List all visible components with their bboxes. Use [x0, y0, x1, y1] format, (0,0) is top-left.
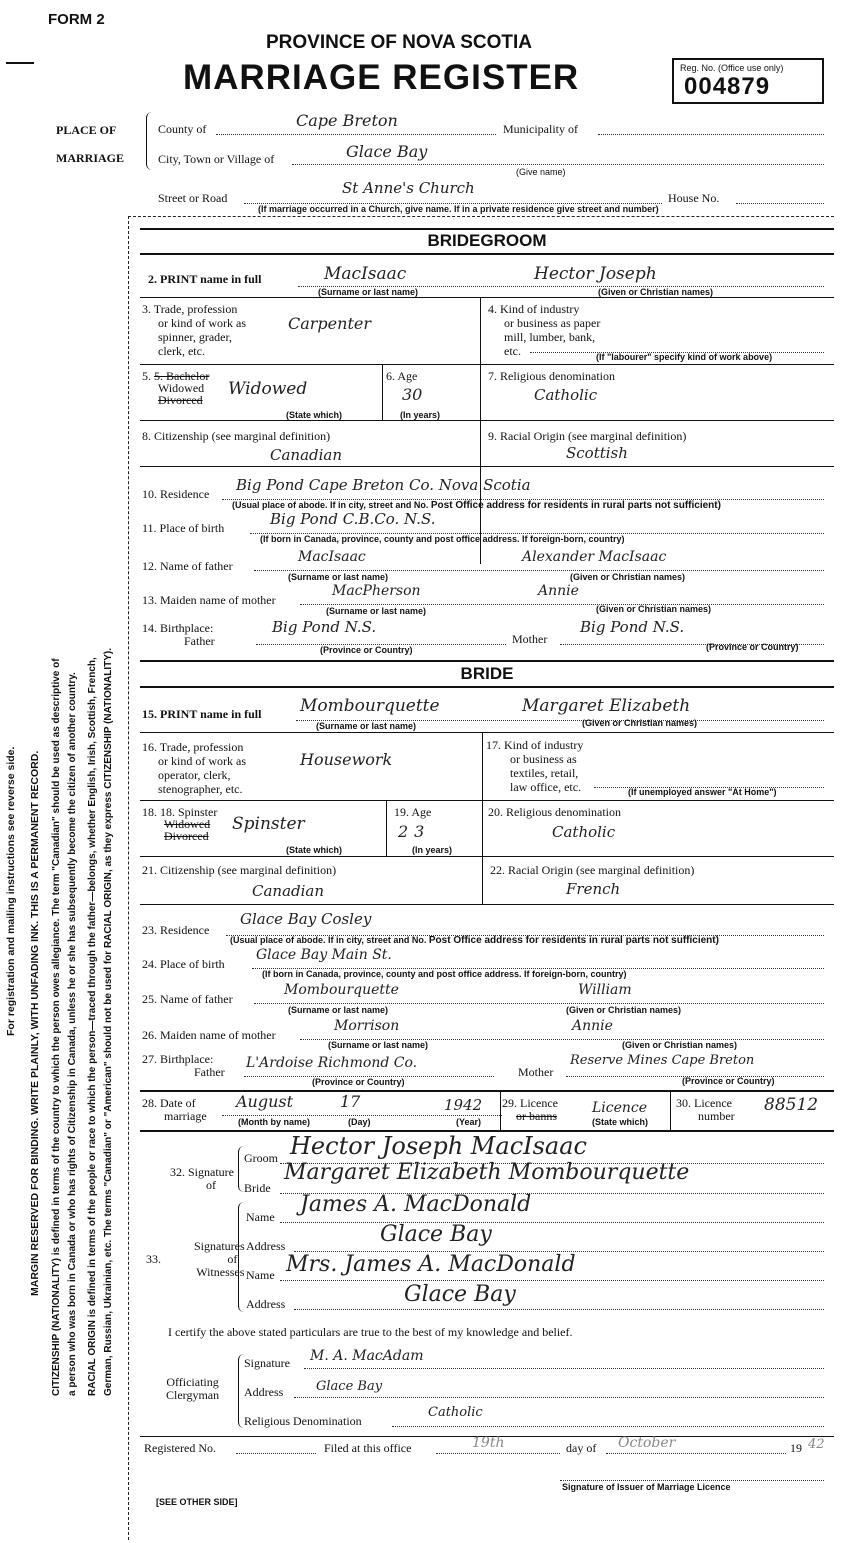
groom-given-caption: (Given or Christian names) — [598, 287, 714, 297]
date-label: 28. Date of marriage — [142, 1096, 207, 1123]
place-of-label: PLACE OF — [56, 123, 117, 137]
groom-mother-given: Annie — [538, 583, 579, 599]
bride-citizenship: Canadian — [252, 882, 325, 900]
surname-caption: (Surname or last name) — [326, 606, 427, 616]
w2-name-label: Name — [246, 1268, 275, 1282]
col-divider — [480, 297, 481, 564]
row-rule — [140, 297, 834, 298]
witness2-address: Glace Bay — [404, 1282, 516, 1307]
bride-father-birthplace: L'Ardoise Richmond Co. — [246, 1055, 418, 1071]
see-other-side: [SEE OTHER SIDE] — [156, 1497, 238, 1507]
bride-status-label: 18. 18. Spinster Widowed Divorced — [142, 805, 218, 843]
bride-residence: Glace Bay Cosley — [240, 910, 372, 928]
clergy-address-label: Address — [244, 1385, 284, 1399]
w2-name-line — [280, 1280, 824, 1281]
bride-given-caption: (Given or Christian names) — [582, 718, 698, 728]
street-note: (If marriage occurred in a Church, give name. If in a private residence give street and number) — [258, 204, 659, 214]
signature-label: 32. Signature of — [170, 1165, 234, 1192]
year-caption: (Year) — [456, 1117, 482, 1127]
clergy-signature: M. A. MacAdam — [310, 1348, 424, 1364]
groom-years-caption: (In years) — [400, 410, 441, 420]
groom-origin: Scottish — [566, 444, 628, 462]
groom-name-label: 2. PRINT name in full — [148, 272, 262, 286]
groom-mother-birthplace: Big Pond N.S. — [580, 618, 685, 636]
groom-religion: Catholic — [534, 386, 598, 404]
bride-mother-surname: Morrison — [334, 1018, 400, 1034]
w1-address-label: Address — [246, 1239, 286, 1253]
municipality-label: Municipality of — [503, 122, 578, 136]
residence-caption-a: (Usual place of abode. If in city, street and No. Post Office address for residents in rural parts not sufficient) — [232, 500, 721, 511]
bride-father-given: William — [578, 982, 632, 998]
province-heading: PROVINCE OF NOVA SCOTIA — [266, 32, 533, 53]
filed-year: 42 — [808, 1437, 825, 1452]
margin-instructions: For registration and mailing instructions see reverse side. — [5, 746, 17, 1036]
row-rule — [140, 904, 834, 905]
clergy-religion-label: Religious Denomination — [244, 1414, 362, 1428]
groom-residence-label: 10. Residence — [142, 487, 210, 501]
row-rule — [140, 364, 834, 365]
issuer-line — [560, 1480, 824, 1481]
surname-caption: (Surname or last name) — [288, 572, 389, 582]
reg-number-box — [672, 58, 824, 104]
witness2-name: Mrs. James A. MacDonald — [286, 1252, 576, 1277]
clergy-address-line — [294, 1397, 824, 1398]
groom-mother-surname: MacPherson — [332, 583, 421, 599]
groom-father-surname: MacIsaac — [298, 549, 366, 565]
given-caption: (Given or Christian names) — [622, 1040, 738, 1050]
w1-name-line — [280, 1222, 824, 1223]
prov-caption: (Province or Country) — [320, 645, 413, 655]
bride-top-rule — [140, 660, 834, 662]
groom-residence: Big Pond Cape Breton Co. Nova Scotia — [236, 476, 531, 494]
bride-surname: Mombourquette — [300, 696, 440, 716]
binding-line — [128, 216, 129, 1540]
licence-number-label: 30. Licence number — [676, 1096, 735, 1123]
groom-father-line — [254, 570, 824, 571]
clergy-sig-label: Signature — [244, 1356, 290, 1370]
margin-mark — [6, 62, 34, 64]
w1-name-label: Name — [246, 1210, 275, 1224]
street-label: Street or Road — [158, 191, 228, 205]
certify-statement: I certify the above stated particulars are true to the best of my knowledge and belief. — [168, 1325, 573, 1339]
groom-status: Widowed — [228, 379, 308, 399]
licence-type-label: 29. Licence or banns — [502, 1096, 558, 1123]
row-rule — [140, 466, 834, 467]
marriage-year: 1942 — [444, 1096, 483, 1114]
county-line — [216, 134, 496, 135]
witness1-address: Glace Bay — [380, 1222, 492, 1247]
clergy-sig-line — [304, 1368, 824, 1369]
margin-racial-2: German, Russian, Ukrainian, etc. The terms "Canadian" or "American" should not be used for RACIAL ORIGIN, as they express CITIZENSHIP (NATIONALITY). — [103, 647, 114, 1396]
date-line — [222, 1115, 502, 1116]
row-rule — [140, 800, 834, 801]
bride-name-label: 15. PRINT name in full — [142, 707, 262, 721]
clergy-address: Glace Bay — [316, 1379, 383, 1394]
bride-origin: French — [566, 880, 621, 898]
bride-mother-birthplace: Reserve Mines Cape Breton — [570, 1053, 755, 1068]
bride-status: Spinster — [232, 814, 305, 834]
groom-age-label: 6. Age — [386, 369, 418, 383]
groom-trade: Carpenter — [288, 314, 371, 333]
mother-label: Mother — [512, 632, 548, 646]
groom-father-given: Alexander MacIsaac — [522, 549, 667, 565]
city-label: City, Town or Village of — [158, 152, 275, 166]
groom-citizenship: Canadian — [270, 446, 343, 464]
licence-divider — [670, 1090, 671, 1130]
groom-heading-rule — [140, 253, 834, 255]
issuer-caption: Signature of Issuer of Marriage Licence — [562, 1482, 731, 1492]
groom-status-label: 5. 5. Bachelor Widowed Divorced — [142, 369, 210, 407]
witness-brace — [238, 1202, 246, 1312]
groom-heading: BRIDEGROOM — [427, 231, 547, 250]
day-of-label: day of — [566, 1441, 597, 1455]
street-value: St Anne's Church — [342, 179, 475, 197]
groom-top-rule — [140, 228, 834, 230]
page-title: MARRIAGE REGISTER — [183, 58, 580, 97]
prov-caption: (Province or Country) — [706, 642, 799, 652]
bride-father-line — [254, 1003, 824, 1004]
state-caption: (State which) — [592, 1117, 649, 1127]
prov-caption: (Province or Country) — [312, 1077, 405, 1087]
bride-origin-label: 22. Racial Origin (see marginal definition) — [490, 863, 695, 877]
city-value: Glace Bay — [346, 142, 428, 161]
form-label: FORM 2 — [48, 11, 105, 28]
bride-father-label: 25. Name of father — [142, 992, 233, 1006]
groom-father-birthplace: Big Pond N.S. — [272, 618, 377, 636]
groom-father-label: 12. Name of father — [142, 559, 233, 573]
margin-citizenship-1: CITIZENSHIP (NATIONALITY) is defined in terms of the country to which the person owes allegiance. The term "Canadian" should be used as descriptive of — [51, 658, 62, 1396]
surname-caption: (Surname or last name) — [288, 1005, 389, 1015]
groom-signature: Hector Joseph MacIsaac — [290, 1132, 587, 1160]
bride-sig-label: Bride — [244, 1181, 271, 1195]
county-label: County of — [158, 122, 207, 136]
month-caption: (Month by name) — [238, 1117, 310, 1127]
groom-given: Hector Joseph — [534, 264, 657, 284]
place-brace — [146, 112, 154, 170]
bride-citizenship-label: 21. Citizenship (see marginal definition) — [142, 863, 337, 877]
groom-surname-caption: (Surname or last name) — [318, 287, 419, 297]
residence-caption-b: (Usual place of abode. If in city, street and No. Post Office address for residents in rural parts not sufficient) — [230, 935, 719, 946]
day-of-line — [606, 1453, 786, 1454]
groom-trade-label: 3. Trade, profession or kind of work as spinner, grader, clerk, etc. — [142, 302, 246, 358]
groom-religion-label: 7. Religious denomination — [488, 369, 615, 383]
bride-religion: Catholic — [552, 823, 616, 841]
filed-label: Filed at this office — [324, 1441, 412, 1455]
margin-binding: MARGIN RESERVED FOR BINDING. WRITE PLAINLY, WITH UNFADING INK. THIS IS A PERMANENT RECORD. — [29, 750, 41, 1296]
margin-citizenship-2: a person who was born in Canada or who has rights of Citizenship in Canada, unless he or she has subsequently become the citizen of another country. — [67, 672, 78, 1396]
bride-signature: Margaret Elizabeth Mombourquette — [284, 1160, 690, 1185]
bride-heading-rule — [140, 686, 834, 688]
given-caption: (Given or Christian names) — [596, 604, 712, 614]
marriage-month: August — [236, 1092, 294, 1111]
bride-religion-label: 20. Religious denomination — [488, 805, 621, 819]
reg-label: Reg. No. (Office use only) — [680, 63, 784, 73]
bride-state-caption: (State which) — [286, 845, 343, 855]
filed-day: 19th — [472, 1435, 505, 1451]
witness-label: Signatures of Witnesses — [194, 1239, 245, 1279]
given-caption: (Given or Christian names) — [570, 572, 686, 582]
house-line — [736, 203, 824, 204]
licence-number: 88512 — [764, 1095, 819, 1115]
bride-mother-label: 26. Maiden name of mother — [142, 1028, 276, 1042]
groom-birth-label: 11. Place of birth — [142, 521, 225, 535]
groom-mother-line — [300, 604, 824, 605]
marriage-day: 17 — [340, 1092, 361, 1111]
bride-birth-label: 24. Place of birth — [142, 957, 225, 971]
groom-birthplace-label: 14. Birthplace: Father — [142, 621, 215, 648]
bride-father-surname: Mombourquette — [284, 982, 399, 998]
marriage-label: MARRIAGE — [56, 151, 124, 165]
col-divider — [482, 732, 483, 904]
groom-origin-label: 9. Racial Origin (see marginal definition) — [488, 429, 687, 443]
groom-birth-caption: (If born in Canada, province, county and post office address. If foreign-born, country) — [260, 534, 625, 544]
bride-age: 23 — [398, 822, 431, 841]
groom-sig-label: Groom — [244, 1151, 278, 1165]
give-name-caption: (Give name) — [516, 167, 566, 177]
groom-age: 30 — [402, 385, 423, 404]
filed-month: October — [618, 1435, 676, 1451]
bride-surname-caption: (Surname or last name) — [316, 721, 417, 731]
day-caption: (Day) — [348, 1117, 371, 1127]
bride-industry-caption: (If unemployed answer "At Home") — [628, 787, 777, 797]
row-rule — [140, 420, 834, 421]
bride-birthplace-label: 27. Birthplace: Father — [142, 1052, 225, 1079]
groom-surname: MacIsaac — [324, 264, 407, 284]
licence-type: Licence — [592, 1100, 648, 1116]
groom-mother-label: 13. Maiden name of mother — [142, 593, 276, 607]
bride-birth: Glace Bay Main St. — [256, 947, 392, 963]
clergy-religion-line — [392, 1426, 824, 1427]
bride-residence-label: 23. Residence — [142, 923, 210, 937]
filed-line — [436, 1453, 560, 1454]
clergy-religion: Catholic — [428, 1405, 483, 1420]
bride-industry-label: 17. Kind of industry or business as textiles, retail, law office, etc. — [486, 738, 584, 794]
given-caption: (Given or Christian names) — [566, 1005, 682, 1015]
groom-citizenship-label: 8. Citizenship (see marginal definition) — [142, 429, 331, 443]
witness1-name: James A. MacDonald — [300, 1192, 532, 1217]
bride-age-label: 19. Age — [394, 805, 432, 819]
bride-heading: BRIDE — [460, 664, 514, 683]
w2-address-label: Address — [246, 1297, 286, 1311]
bride-years-caption: (In years) — [412, 845, 453, 855]
bride-mother-given: Annie — [572, 1018, 613, 1034]
row-rule — [140, 856, 834, 857]
row-rule — [140, 732, 834, 733]
groom-industry-label: 4. Kind of industry or business as paper mill, lumber, bank, etc. — [488, 302, 601, 358]
house-label: House No. — [668, 191, 720, 205]
surname-caption: (Surname or last name) — [328, 1040, 429, 1050]
bride-birth-caption: (If born in Canada, province, county and post office address. If foreign-born, country) — [262, 969, 627, 979]
top-dashed-line — [128, 216, 834, 217]
city-line — [292, 164, 824, 165]
year-prefix: 19 — [790, 1441, 802, 1455]
bride-trade-label: 16. Trade, profession or kind of work as operator, clerk, stenographer, etc. — [142, 740, 246, 796]
county-value: Cape Breton — [296, 111, 398, 130]
w2-address-line — [294, 1309, 824, 1310]
groom-industry-caption: (If "labourer" specify kind of work above) — [596, 352, 773, 362]
date-divider — [500, 1090, 501, 1130]
bride-given: Margaret Elizabeth — [522, 696, 691, 716]
witness-number: 33. — [146, 1252, 161, 1266]
age-divider — [386, 800, 387, 856]
groom-birth: Big Pond C.B.Co. N.S. — [270, 510, 436, 528]
mother-label: Mother — [518, 1065, 554, 1079]
registered-label: Registered No. — [144, 1441, 216, 1455]
bride-trade: Housework — [300, 750, 393, 769]
groom-state-caption: (State which) — [286, 410, 343, 420]
registered-line — [236, 1453, 316, 1454]
reg-number: 004879 — [684, 73, 771, 100]
prov-caption: (Province or Country) — [682, 1076, 775, 1086]
clergyman-label: Officiating Clergyman — [166, 1375, 220, 1402]
age-divider — [382, 364, 383, 420]
margin-racial-1: RACIAL ORIGIN is defined in terms of the people or race to which the person—traced through the father—belongs, whether English, Irish, Scottish, French, — [87, 657, 98, 1396]
municipality-line — [598, 134, 824, 135]
